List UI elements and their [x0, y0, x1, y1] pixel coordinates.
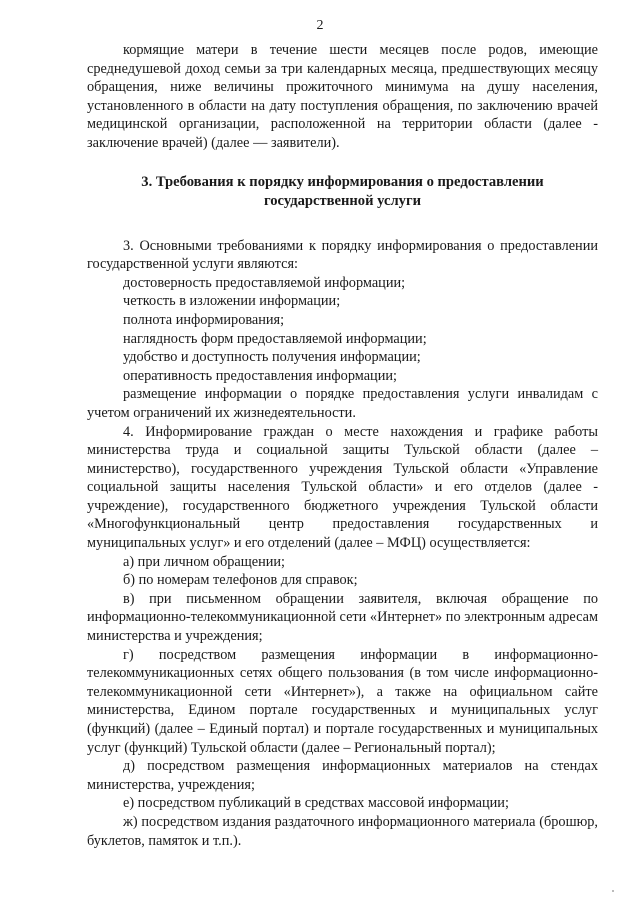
informing-lead: 4. Информирование граждан о месте нахождения и графике работы министерства труда и социальной защиты Тульской области (далее – министерство), государственного учреждения Тульской области «Управление социальной защиты населения Тульской области» и его отделов (далее - учреждение), государственного бюджетного учреждения Тульской области «Многофункциональный центр предоставления государственных и муниципальных услуг» и его отделений (далее – МФЦ) осуществляется: [87, 423, 598, 552]
informing-item-b: б) по номерам телефонов для справок; [123, 572, 358, 589]
informing-item-zh: ж) посредством издания раздаточного информационного материала (брошюр, буклетов, памяток и т.п.). [87, 813, 598, 849]
document-body [87, 41, 598, 850]
requirements-lead: 3. Основными требованиями к порядку информирования о предоставлении государственной услуги являются: [87, 237, 598, 273]
informing-item-d: д) посредством размещения информационных материалов на стендах министерства, учреждения; [87, 758, 598, 793]
informing-item-a: а) при личном обращении; [123, 553, 286, 570]
scan-speck [612, 890, 614, 892]
section-heading: 3. Требования к порядку информирования о предоставлении государственной услуги [141, 173, 544, 209]
page-number: 2 [316, 18, 324, 33]
requirement-item: наглядность форм предоставляемой информации; [123, 330, 427, 347]
requirement-item: удобство и доступность получения информации; [123, 349, 421, 366]
requirement-item: оперативность предоставления информации; [123, 367, 397, 384]
requirement-item: достоверность предоставляемой информации; [123, 274, 406, 291]
requirement-item: полнота информирования; [123, 311, 285, 328]
requirement-item: четкость в изложении информации; [123, 293, 341, 310]
informing-item-g: г) посредством размещения информации в информационно-телекоммуникационных сетях общего пользования (в том числе информационно-телекоммуникационной сети «Интернет»), а также на официальном сайте министерства, Едином портале государственных и муниципальных услуг (функций) (далее – Единый портал) и портале государственных и муниципальных услуг (функций) Тульской области (далее – Региональный портал); [87, 646, 598, 756]
requirement-item: размещение информации о порядке предоставления услуги инвалидам с учетом ограничений их жизнедеятельности. [87, 386, 598, 421]
informing-item-e: е) посредством публикаций в средствах массовой информации; [123, 795, 509, 812]
intro-paragraph: кормящие матери в течение шести месяцев после родов, имеющие среднедушевой доход семьи за три календарных месяца, предшествующих месяцу обращения, ниже величины прожиточного минимума на душу населения, установленного в области на дату поступления обращения, по заключению врачей медицинской организации, расположенной на территории области (далее - заключение врачей) (далее — заявители). [87, 42, 598, 151]
informing-item-v: в) при письменном обращении заявителя, включая обращение по информационно-телекоммуникационной сети «Интернет» по электронным адресам министерства и учреждения; [87, 590, 598, 645]
